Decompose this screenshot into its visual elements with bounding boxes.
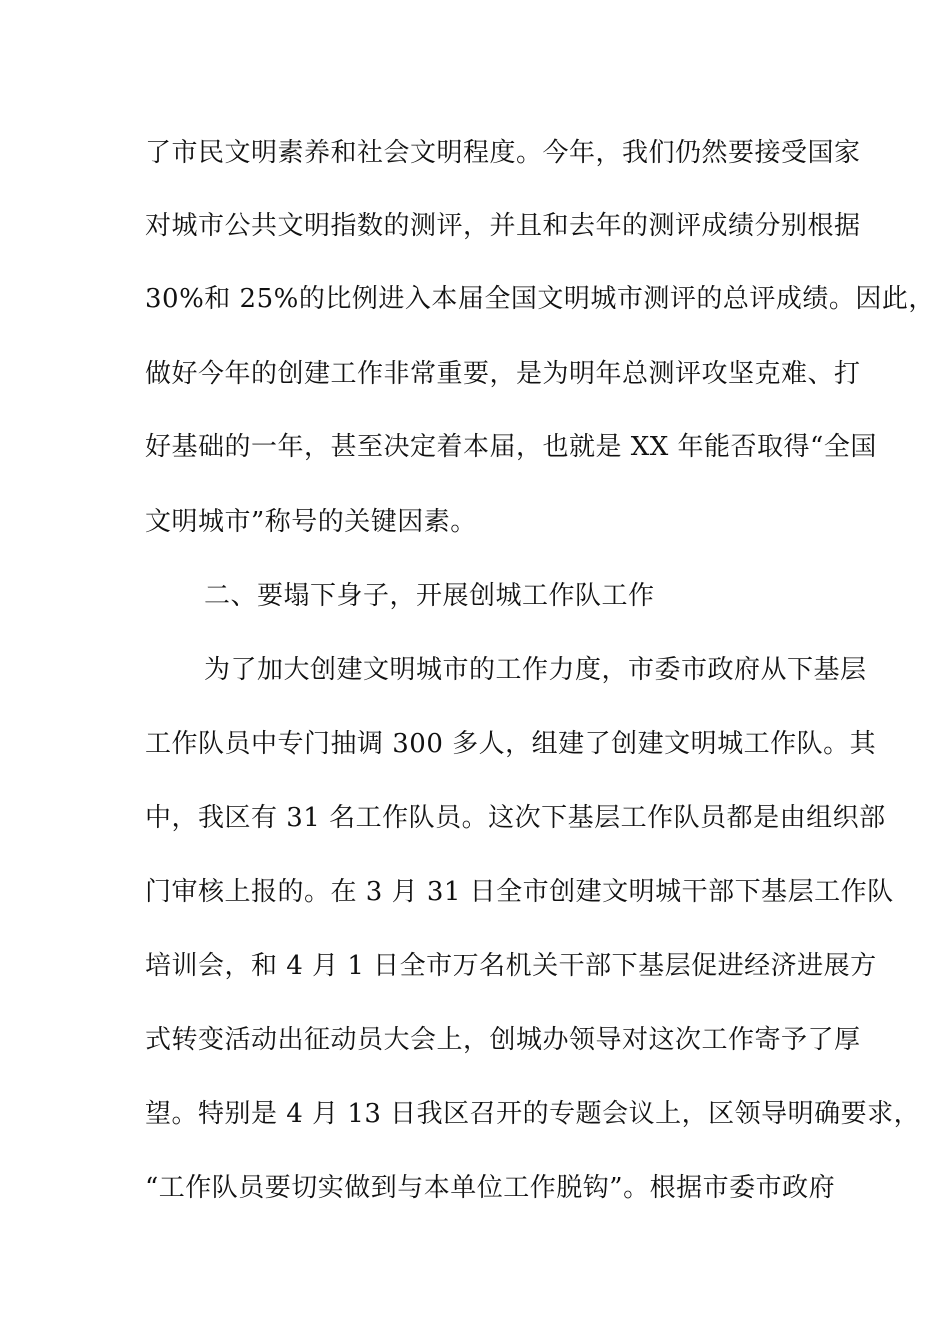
body-line-15: “工作队员要切实做到与本单位工作脱钩”。根据市委市政府 [145,1173,836,1203]
body-line-12: 培训会，和 4 月 1 日全市万名机关干部下基层促进经济进展方 [145,951,877,981]
body-line-6: 文明城市”称号的关键因素。 [145,507,477,537]
body-line-1: 了市民文明素养和社会文明程度。今年，我们仍然要接受国家 [145,138,861,168]
body-line-13: 式转变活动出征动员大会上，创城办领导对这次工作寄予了厚 [145,1025,861,1055]
body-line-2: 对城市公共文明指数的测评，并且和去年的测评成绩分别根据 [145,211,861,241]
body-line-4: 做好今年的创建工作非常重要，是为明年总测评攻坚克难、打 [145,359,861,389]
body-line-14: 望。特别是 4 月 13 日我区召开的专题会议上，区领导明确要求， [145,1099,921,1129]
body-line-5: 好基础的一年，甚至决定着本届，也就是 XX 年能否取得“全国 [145,432,877,462]
body-line-11: 门审核上报的。在 3 月 31 日全市创建文明城干部下基层工作队 [145,877,894,907]
section-heading: 二、要塌下身子，开展创城工作队工作 [204,581,655,611]
body-line-10: 中，我区有 31 名工作队员。这次下基层工作队员都是由组织部 [145,803,886,833]
body-line-8: 为了加大创建文明城市的工作力度，市委市政府从下基层 [204,655,867,685]
body-line-9: 工作队员中专门抽调 300 多人，组建了创建文明城工作队。其 [145,729,877,759]
body-line-3: 30%和 25%的比例进入本届全国文明城市测评的总评成绩。因此， [145,284,935,314]
